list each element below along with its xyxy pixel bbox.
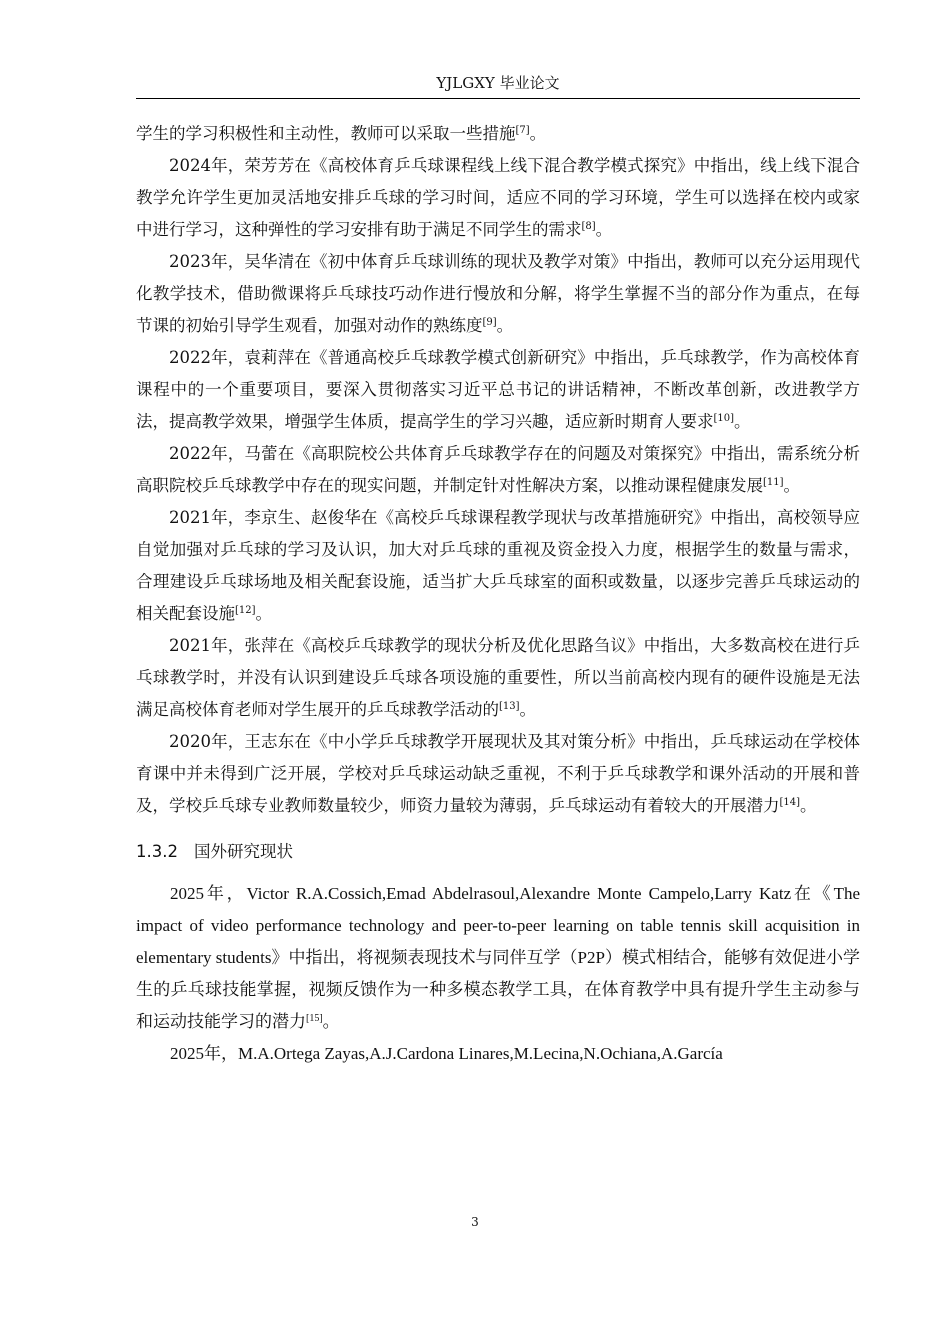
page-number: 3	[471, 1215, 479, 1229]
page-footer	[0, 1215, 950, 1229]
citation-ref: [7]	[515, 125, 530, 136]
paragraph: 学生的学习积极性和主动性，教师可以采取一些措施[7]。	[136, 124, 547, 143]
section-title: 国外研究现状	[194, 842, 293, 861]
citation-ref: [9]	[482, 317, 497, 328]
paragraph: 2023年，吴华清在《初中体育乒乓球训练的现状及教学对策》中指出，教师可以充分运用现代化教学技术，借助微课将乒乓球技巧动作进行慢放和分解，将学生掌握不当的部分作为重点，在每节课的初始引导学生观看，加强对动作的熟练度[9]。	[136, 252, 860, 335]
citation-ref: [15]	[306, 1013, 323, 1024]
section-number: 1.3.2	[136, 842, 178, 861]
citation-ref: [12]	[235, 605, 256, 616]
citation-ref: [13]	[499, 701, 520, 712]
body-text	[136, 118, 860, 1070]
paragraph: 2021年，张萍在《高校乒乓球教学的现状分析及优化思路刍议》中指出，大多数高校在进行乒乓球教学时，并没有认识到建设乒乓球各项设施的重要性，所以当前高校内现有的硬件设施是无法满足高校体育老师对学生展开的乒乓球教学活动的[13]。	[136, 636, 860, 719]
paragraph: 2025年，M.A.Ortega Zayas,A.J.Cardona Linares,M.Lecina,N.Ochiana,A.García	[170, 1044, 723, 1063]
citation-ref: [11]	[763, 477, 784, 488]
header-title: YJLGXY 毕业论文	[436, 74, 560, 92]
paragraph: 2022年，马蕾在《高职院校公共体育乒乓球教学存在的问题及对策探究》中指出，需系统分析高职院校乒乓球教学中存在的现实问题，并制定针对性解决方案，以推动课程健康发展[11]。	[136, 444, 860, 495]
section-heading	[136, 836, 860, 868]
citation-ref: [8]	[581, 221, 596, 232]
paragraph: 2024年，荣芳芳在《高校体育乒乓球课程线上线下混合教学模式探究》中指出，线上线下混合教学允许学生更加灵活地安排乒乓球的学习时间，适应不同的学习环境，学生可以选择在校内或家中进行学习，这种弹性的学习安排有助于满足不同学生的需求[8]。	[136, 156, 860, 239]
page-header	[136, 72, 860, 99]
paragraph: 2020年，王志东在《中小学乒乓球教学开展现状及其对策分析》中指出，乒乓球运动在学校体育课中并未得到广泛开展，学校对乒乓球运动缺乏重视，不利于乒乓球教学和课外活动的开展和普及，学校乒乓球专业教师数量较少，师资力量较为薄弱，乒乓球运动有着较大的开展潜力[14]。	[136, 732, 860, 815]
paragraph: 2025年，Victor R.A.Cossich,Emad Abdelrasoul,Alexandre Monte Campelo,Larry Katz在《The impact of video performance technology and peer-to-peer learning on table tennis skill acquisition in elementary students》中指出，将视频表现技术与同伴互学（P2P）模式相结合，能够有效促进小学生的乒乓球技能掌握，视频反馈作为一种多模态教学工具，在体育教学中具有提升学生主动参与和运动技能学习的潜力[15]。	[136, 884, 860, 1031]
citation-ref: [10]	[713, 413, 735, 424]
paragraph: 2021年，李京生、赵俊华在《高校乒乓球课程教学现状与改革措施研究》中指出，高校领导应自觉加强对乒乓球的学习及认识，加大对乒乓球的重视及资金投入力度，根据学生的数量与需求，合理建设乒乓球场地及相关配套设施，适当扩大乒乓球室的面积或数量，以逐步完善乒乓球运动的相关配套设施[12]。	[136, 508, 860, 623]
citation-ref: [14]	[779, 797, 801, 808]
paragraph: 2022年，袁莉萍在《普通高校乒乓球教学模式创新研究》中指出，乒乓球教学，作为高校体育课程中的一个重要项目，要深入贯彻落实习近平总书记的讲话精神，不断改革创新，改进教学方法，提高教学效果，增强学生体质，提高学生的学习兴趣，适应新时期育人要求[10]。	[136, 348, 860, 431]
